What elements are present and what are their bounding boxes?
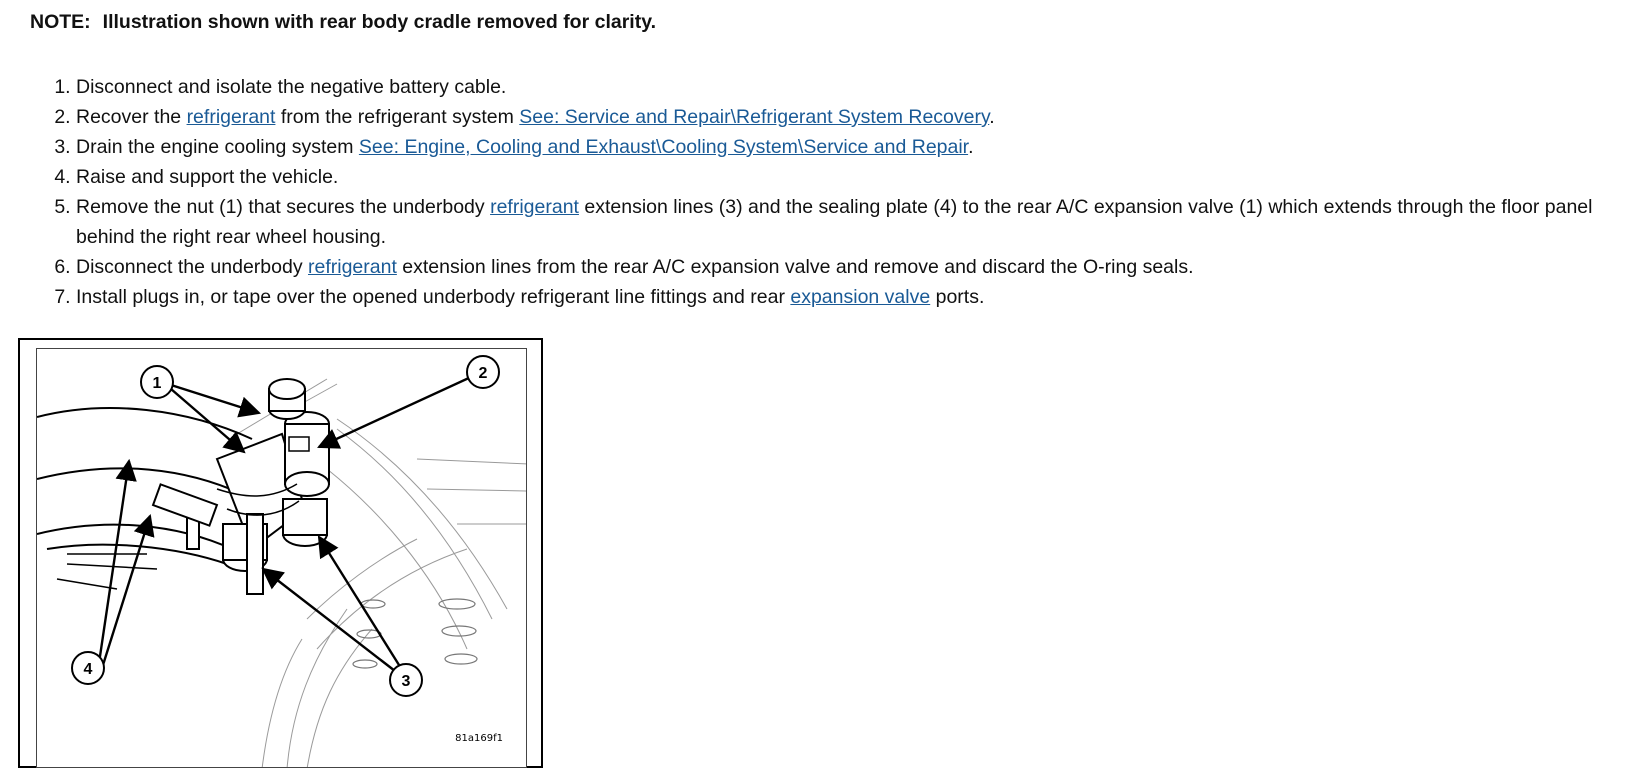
refrigerant-link[interactable]: refrigerant: [490, 196, 579, 218]
svg-text:2: 2: [478, 365, 488, 382]
expansion-valve-diagram: [37, 349, 527, 768]
callout-1: [141, 366, 173, 398]
refrigerant-recovery-link[interactable]: See: Service and Repair\Refrigerant System Recovery: [519, 106, 990, 128]
figure-id: 81a169f1: [455, 733, 503, 744]
step-1: 1. Disconnect and isolate the negative battery cable.: [76, 72, 1634, 102]
callout-2: [467, 356, 499, 388]
refrigerant-link[interactable]: refrigerant: [307, 256, 397, 278]
step-2: 2. Recover the refrigerant from the refrigerant system See: Service and Repair\Refrigerant System Recovery.: [76, 102, 1634, 132]
step-3: 3. Drain the engine cooling system See: Engine, Cooling and Exhaust\Cooling System\Service and Repair.: [76, 132, 1634, 162]
note-text: Illustration shown with rear body cradle removed for clarity.: [102, 11, 657, 33]
step-5: 5. Remove the nut (1) that secures the underbody refrigerant extension lines (3) and the sealing plate (4) to the rear A/C expansion valve (1) which extends through the floor panel behind the right rear wheel housing.: [76, 192, 1634, 252]
refrigerant-link[interactable]: refrigerant: [186, 106, 276, 128]
expansion-valve-link[interactable]: expansion valve: [790, 286, 931, 308]
note: [30, 11, 656, 34]
svg-text:4: 4: [83, 661, 93, 678]
step-7: 7. Install plugs in, or tape over the opened underbody refrigerant line fittings and rear expansion valve ports.: [76, 282, 1634, 312]
step-6: 6. Disconnect the underbody refrigerant extension lines from the rear A/C expansion valve and remove and discard the O-ring seals.: [76, 252, 1634, 282]
callout-4: [72, 652, 104, 684]
svg-text:3: 3: [401, 673, 411, 690]
callout-3: [390, 664, 422, 696]
note-label: NOTE:: [30, 11, 91, 33]
step-4: 4. Raise and support the vehicle.: [76, 162, 1634, 192]
svg-text:1: 1: [152, 375, 162, 392]
cooling-system-service-link[interactable]: See: Engine, Cooling and Exhaust\Cooling System\Service and Repair: [358, 136, 969, 158]
procedure-steps: [44, 72, 1634, 312]
illustration-frame: [18, 338, 543, 768]
illustration: [36, 348, 527, 768]
